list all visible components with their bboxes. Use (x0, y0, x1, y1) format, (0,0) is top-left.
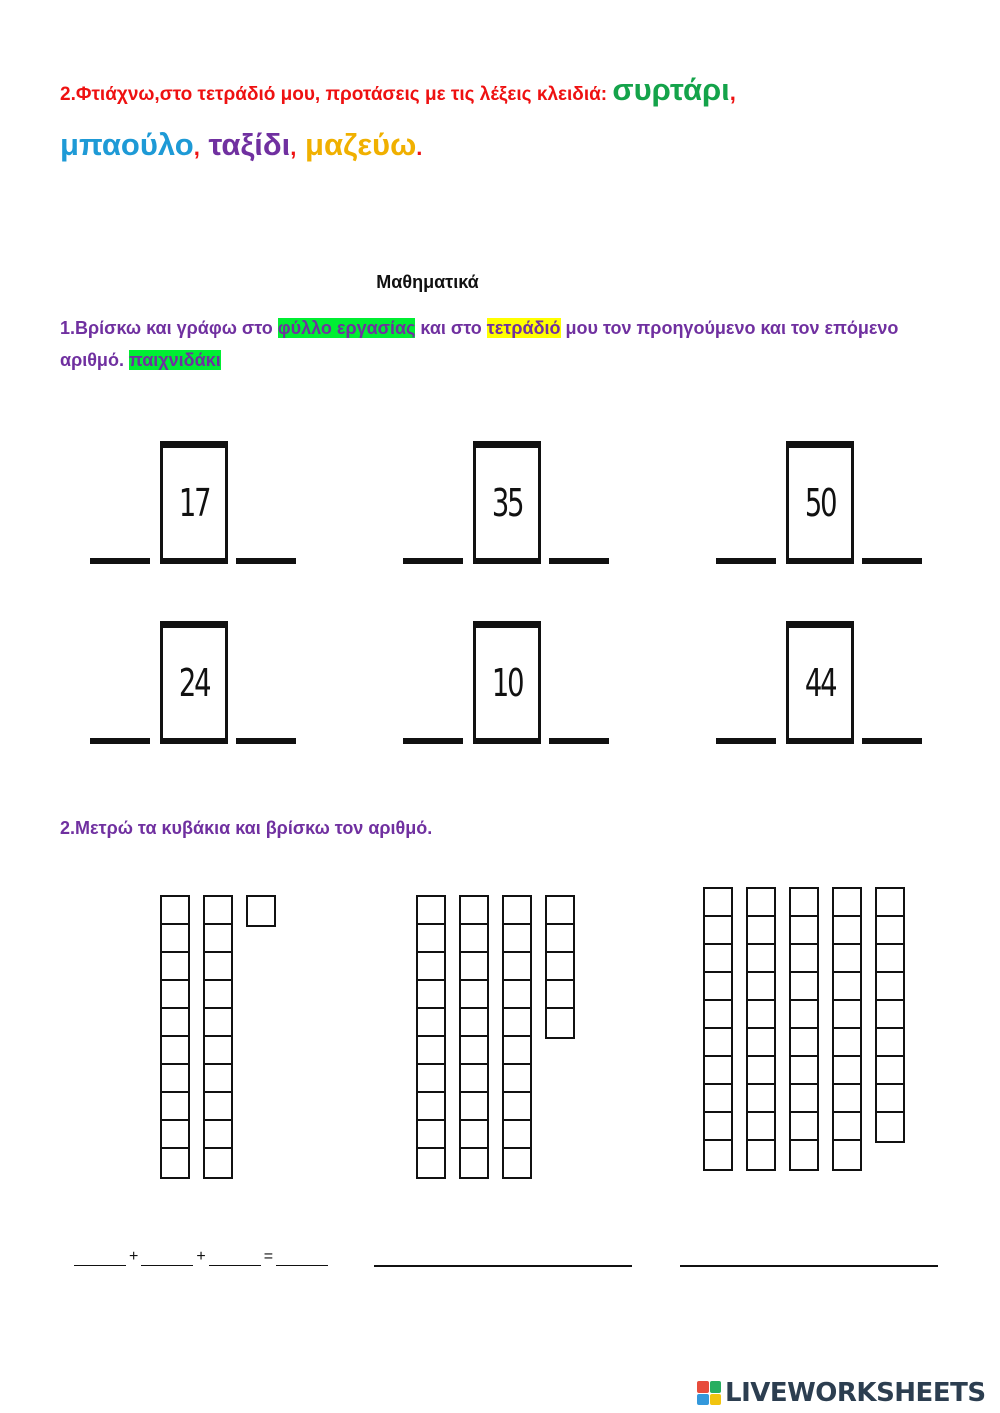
count-cubes-instruction: 2.Μετρώ τα κυβάκια και βρίσκω τον αριθμό. (60, 818, 433, 838)
cube (547, 925, 573, 953)
next-number-blank[interactable] (236, 738, 296, 744)
ten-rod (160, 895, 190, 1179)
cube (877, 917, 903, 945)
cube (834, 1113, 860, 1141)
number-exercise (90, 446, 296, 564)
cube (504, 925, 530, 953)
number-exercise (90, 626, 296, 744)
ten-rod (832, 887, 862, 1171)
number-box: 44 (786, 621, 854, 744)
cube (418, 897, 444, 925)
cube (162, 953, 188, 981)
cube (504, 1093, 530, 1121)
cube (877, 1113, 903, 1141)
total-blank[interactable] (276, 1251, 328, 1266)
cube (791, 1057, 817, 1085)
cube (162, 1009, 188, 1037)
next-number-blank[interactable] (862, 738, 922, 744)
number-exercise (716, 626, 922, 744)
cube (748, 1001, 774, 1029)
cube (418, 1009, 444, 1037)
cube (791, 1029, 817, 1057)
ten-rod (746, 887, 776, 1171)
cube (205, 953, 231, 981)
ones-column (545, 895, 575, 1039)
ten-rod (203, 895, 233, 1179)
ones-column (875, 887, 905, 1143)
cube (504, 1009, 530, 1037)
cube (748, 1057, 774, 1085)
cube (705, 1141, 731, 1169)
answer-line[interactable] (680, 1265, 938, 1267)
cube (205, 897, 231, 925)
cube (834, 1085, 860, 1113)
cube (748, 1085, 774, 1113)
highlight-worksheet: φύλλο εργασίας (277, 318, 416, 338)
cube (748, 945, 774, 973)
ten-rod (789, 887, 819, 1171)
cube (877, 1029, 903, 1057)
separator: , (729, 80, 736, 105)
cube (705, 917, 731, 945)
keyword-2: μπαούλο (60, 127, 194, 162)
previous-number-blank[interactable] (716, 738, 776, 744)
tens-blank[interactable] (74, 1251, 126, 1266)
cube (834, 1001, 860, 1029)
number-exercise (403, 626, 609, 744)
cube (748, 1029, 774, 1057)
cube (834, 973, 860, 1001)
cube (162, 1149, 188, 1177)
cube (791, 917, 817, 945)
liveworksheets-logo-icon (697, 1381, 721, 1405)
keywords-task (60, 70, 940, 170)
cube (461, 1037, 487, 1065)
cube (791, 973, 817, 1001)
cube (705, 1085, 731, 1113)
cube (834, 1029, 860, 1057)
cube (748, 973, 774, 1001)
cube (504, 1065, 530, 1093)
cube (504, 897, 530, 925)
cube (547, 897, 573, 925)
cube (748, 889, 774, 917)
cube (205, 925, 231, 953)
cube (461, 1093, 487, 1121)
cube (748, 1141, 774, 1169)
cube (162, 897, 188, 925)
cube (205, 1093, 231, 1121)
previous-number-blank[interactable] (403, 738, 463, 744)
cube (705, 1113, 731, 1141)
cube (205, 1037, 231, 1065)
cube (418, 925, 444, 953)
cube (418, 1037, 444, 1065)
cube (461, 1149, 487, 1177)
previous-number-blank[interactable] (716, 558, 776, 564)
cube (834, 1141, 860, 1169)
cube (461, 981, 487, 1009)
period: . (416, 135, 423, 160)
game-link[interactable]: παιχνιδάκι (128, 350, 221, 370)
cube (162, 1037, 188, 1065)
cube (705, 1029, 731, 1057)
tens-blank[interactable] (141, 1251, 193, 1266)
cube (504, 1121, 530, 1149)
cube (877, 1057, 903, 1085)
previous-number-blank[interactable] (90, 738, 150, 744)
cube (877, 973, 903, 1001)
cube (205, 1065, 231, 1093)
cube (705, 1001, 731, 1029)
cube (418, 1149, 444, 1177)
keyword-3: ταξίδι (208, 127, 291, 162)
cube (877, 1001, 903, 1029)
answer-line[interactable] (374, 1265, 632, 1267)
previous-number-blank[interactable] (90, 558, 150, 564)
number-box: 35 (473, 441, 541, 564)
cube (705, 1057, 731, 1085)
cube (547, 981, 573, 1009)
number-box: 50 (786, 441, 854, 564)
keywords-instruction: 2.Φτιάχνω,στο τετράδιό μου, προτάσεις με τις λέξεις κλειδιά: (60, 84, 608, 105)
cube (791, 1113, 817, 1141)
cube (205, 1009, 231, 1037)
cube (418, 981, 444, 1009)
keyword-4: μαζεύω (305, 127, 417, 162)
cube (504, 1037, 530, 1065)
cube (705, 889, 731, 917)
cube (748, 1113, 774, 1141)
cube (461, 1121, 487, 1149)
next-number-blank[interactable] (549, 738, 609, 744)
cube (162, 1065, 188, 1093)
cube (705, 973, 731, 1001)
highlight-notebook: τετράδιό (486, 318, 561, 338)
number-exercise (403, 446, 609, 564)
number-neighbors-instruction: 1.Βρίσκω και γράφω στο φύλλο εργασίας και στο τετράδιό μου τον προηγούμενο και τον επόμενο αριθμό. παιχνιδάκι (60, 318, 899, 370)
ten-rod (502, 895, 532, 1179)
cube (791, 945, 817, 973)
cube (461, 925, 487, 953)
number-box: 10 (473, 621, 541, 744)
section-title: Μαθηματικά (376, 272, 479, 292)
brand-logo (697, 1378, 986, 1408)
cube (205, 1121, 231, 1149)
keyword-1: συρτάρι (612, 72, 730, 107)
plus-sign: + (129, 1248, 139, 1265)
cube (461, 1065, 487, 1093)
cube (877, 889, 903, 917)
cube (205, 981, 231, 1009)
next-number-blank[interactable] (549, 558, 609, 564)
separator: , (193, 135, 200, 160)
cube (834, 945, 860, 973)
cube (705, 945, 731, 973)
cube (418, 1065, 444, 1093)
ten-rod (703, 887, 733, 1171)
cube (791, 1001, 817, 1029)
cube (461, 953, 487, 981)
cube (162, 981, 188, 1009)
cube (205, 1149, 231, 1177)
cube (791, 1141, 817, 1169)
cube (418, 1093, 444, 1121)
equals-sign: = (263, 1248, 274, 1265)
plus-sign: + (196, 1248, 206, 1265)
cube (834, 1057, 860, 1085)
cube (748, 917, 774, 945)
separator: , (290, 135, 297, 160)
cube (791, 1085, 817, 1113)
next-number-blank[interactable] (236, 558, 296, 564)
cube (791, 889, 817, 917)
ones-blank[interactable] (209, 1251, 261, 1266)
cube (461, 897, 487, 925)
brand-name: LIVEWORKSHEETS (725, 1378, 986, 1408)
number-box: 24 (160, 621, 228, 744)
single-cube (246, 895, 276, 927)
cube (461, 1009, 487, 1037)
cube (834, 917, 860, 945)
number-exercise (716, 446, 922, 564)
equation-row (74, 1248, 328, 1266)
cube (162, 1093, 188, 1121)
cube (418, 953, 444, 981)
ten-rod (416, 895, 446, 1179)
cube (877, 1085, 903, 1113)
cube (877, 945, 903, 973)
ten-rod (459, 895, 489, 1179)
cube (834, 889, 860, 917)
number-box: 17 (160, 441, 228, 564)
cube (547, 953, 573, 981)
cube (504, 1149, 530, 1177)
cube (162, 925, 188, 953)
cube (504, 953, 530, 981)
cube (418, 1121, 444, 1149)
cube (547, 1009, 573, 1037)
cube (504, 981, 530, 1009)
previous-number-blank[interactable] (403, 558, 463, 564)
cube (162, 1121, 188, 1149)
next-number-blank[interactable] (862, 558, 922, 564)
